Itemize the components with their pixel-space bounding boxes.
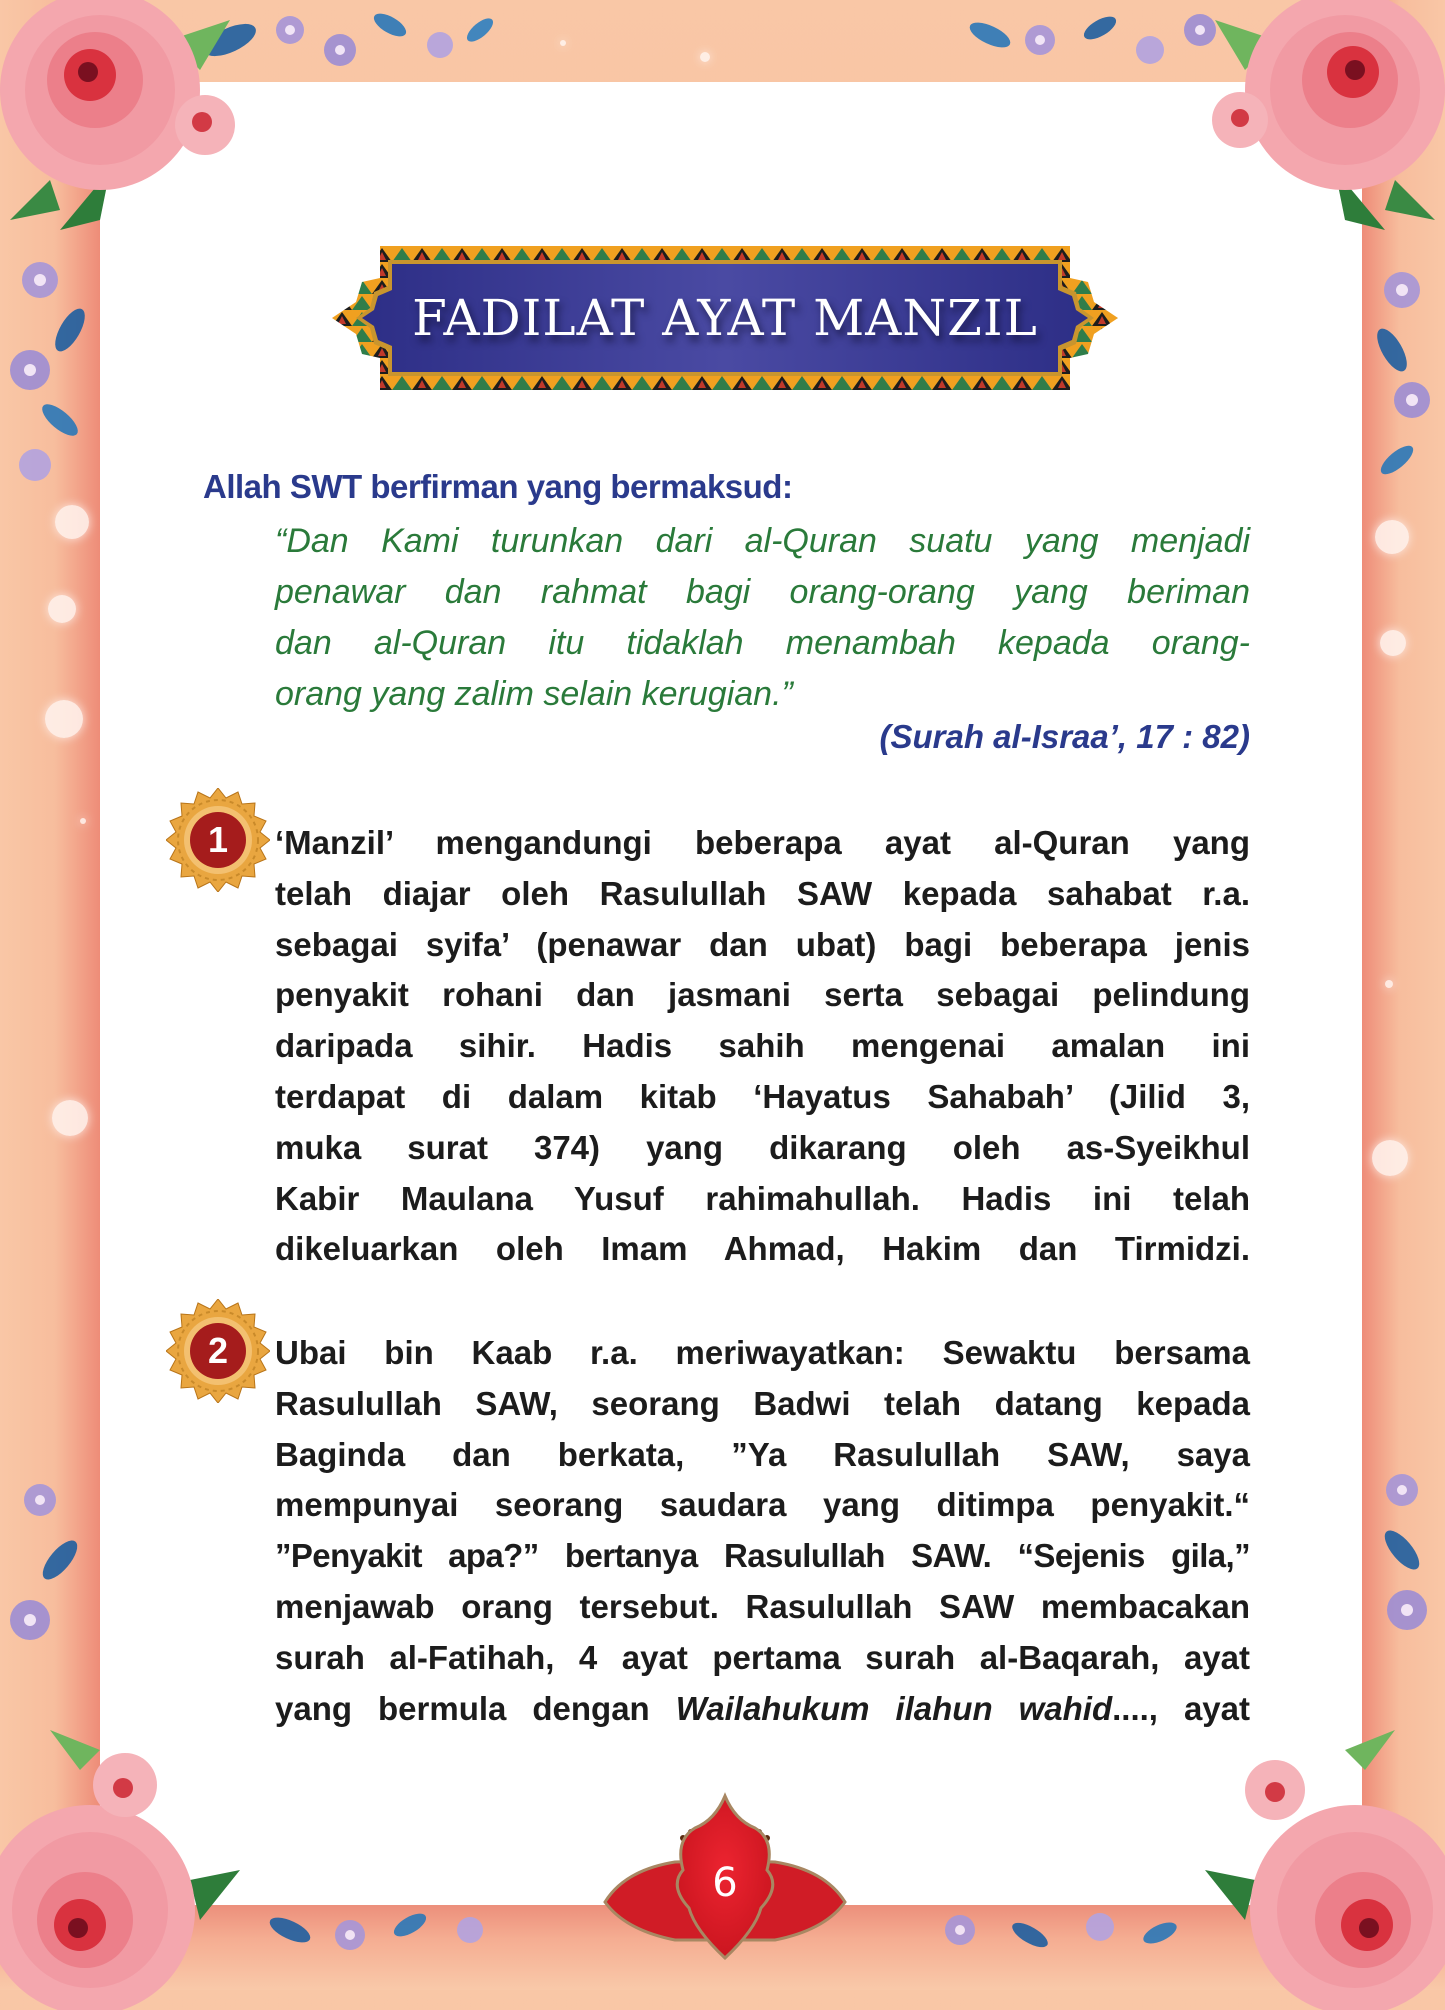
item-number-badge: [166, 788, 270, 892]
quote-line: dan al-Quran itu tidaklah menambah kepada orang-: [275, 624, 1250, 662]
item-number-badge: [166, 1299, 270, 1403]
bokeh-dot: [80, 818, 86, 824]
title-banner: [332, 246, 1118, 390]
page-title: FADILAT AYAT MANZIL: [412, 289, 1038, 347]
bokeh-dot: [700, 52, 710, 62]
paragraph-line: surah al-Fatihah, 4 ayat pertama surah al-Baqarah, ayat: [275, 1638, 1250, 1676]
top-flower-strip-icon: [200, 0, 500, 82]
bokeh-dot: [1385, 980, 1393, 988]
quote-line: “Dan Kami turunkan dari al-Quran suatu yang menjadi: [275, 522, 1250, 560]
quote-line: orang yang zalim selain kerugian.”: [275, 675, 793, 713]
item-number: 2: [207, 1330, 229, 1371]
page-border-right: [1362, 0, 1445, 1990]
intro-heading: Allah SWT berfirman yang bermaksud:: [203, 468, 793, 505]
paragraph-line: terdapat di dalam kitab ‘Hayatus Sahabah’ (Jilid 3,: [275, 1077, 1250, 1115]
quote-citation: (Surah al-Israa’, 17 : 82): [879, 718, 1250, 755]
paragraph-line: Baginda dan berkata, ”Ya Rasulullah SAW, saya: [275, 1435, 1250, 1473]
quote-line: penawar dan rahmat bagi orang-orang yang beriman: [275, 573, 1250, 611]
paragraph-line: dikeluarkan oleh Imam Ahmad, Hakim dan Tirmidzi.: [275, 1230, 1250, 1268]
page-border-left: [0, 0, 100, 1990]
paragraph-line: sebagai syifa’ (penawar dan ubat) bagi beberapa jenis: [275, 925, 1250, 963]
paragraph-line: Kabir Maulana Yusuf rahimahullah. Hadis ini telah: [275, 1179, 1250, 1217]
bokeh-dot: [1380, 630, 1406, 656]
paragraph-line: menjawab orang tersebut. Rasulullah SAW membacakan: [275, 1587, 1250, 1625]
paragraph-line: mempunyai seorang saudara yang ditimpa penyakit.“: [275, 1486, 1250, 1524]
quran-quote: [275, 516, 1250, 720]
paragraph-line: ‘Manzil’ mengandungi beberapa ayat al-Quran yang: [275, 824, 1250, 861]
bokeh-dot: [1372, 1140, 1408, 1176]
paragraph-line: [275, 1684, 1250, 1735]
paragraph-line: Ubai bin Kaab r.a. meriwayatkan: Sewaktu bersama: [275, 1334, 1250, 1371]
paragraph-line: Rasulullah SAW, seorang Badwi telah datang kepada: [275, 1384, 1250, 1422]
item-2-paragraph: [275, 1328, 1250, 1734]
paragraph-line: telah diajar oleh Rasulullah SAW kepada sahabat r.a.: [275, 874, 1250, 912]
line-text: yang bermula dengan: [275, 1689, 676, 1727]
bokeh-dot: [48, 595, 76, 623]
paragraph-line: muka surat 374) yang dikarang oleh as-Syeikhul: [275, 1128, 1250, 1166]
bokeh-dot: [52, 1100, 88, 1136]
item-1-paragraph: [275, 818, 1250, 1275]
italic-phrase: Wailahukum ilahun wahid: [675, 1689, 1113, 1727]
item-number: 1: [207, 819, 229, 860]
bokeh-dot: [560, 40, 566, 46]
bokeh-dot: [1375, 520, 1409, 554]
top-flower-strip-icon: [960, 0, 1260, 82]
paragraph-line: daripada sihir. Hadis sahih mengenai amalan ini: [275, 1027, 1250, 1065]
paragraph-line: ”Penyakit apa?” bertanya Rasulullah SAW. “Sejenis gila,”: [275, 1537, 1250, 1575]
page-number: 6: [712, 1860, 738, 1906]
bokeh-dot: [45, 700, 83, 738]
bokeh-dot: [55, 505, 89, 539]
page-number-badge: [585, 1790, 865, 1970]
line-text: ...., ayat: [1112, 1689, 1250, 1727]
paragraph-line: penyakit rohani dan jasmani serta sebagai pelindung: [275, 976, 1250, 1014]
